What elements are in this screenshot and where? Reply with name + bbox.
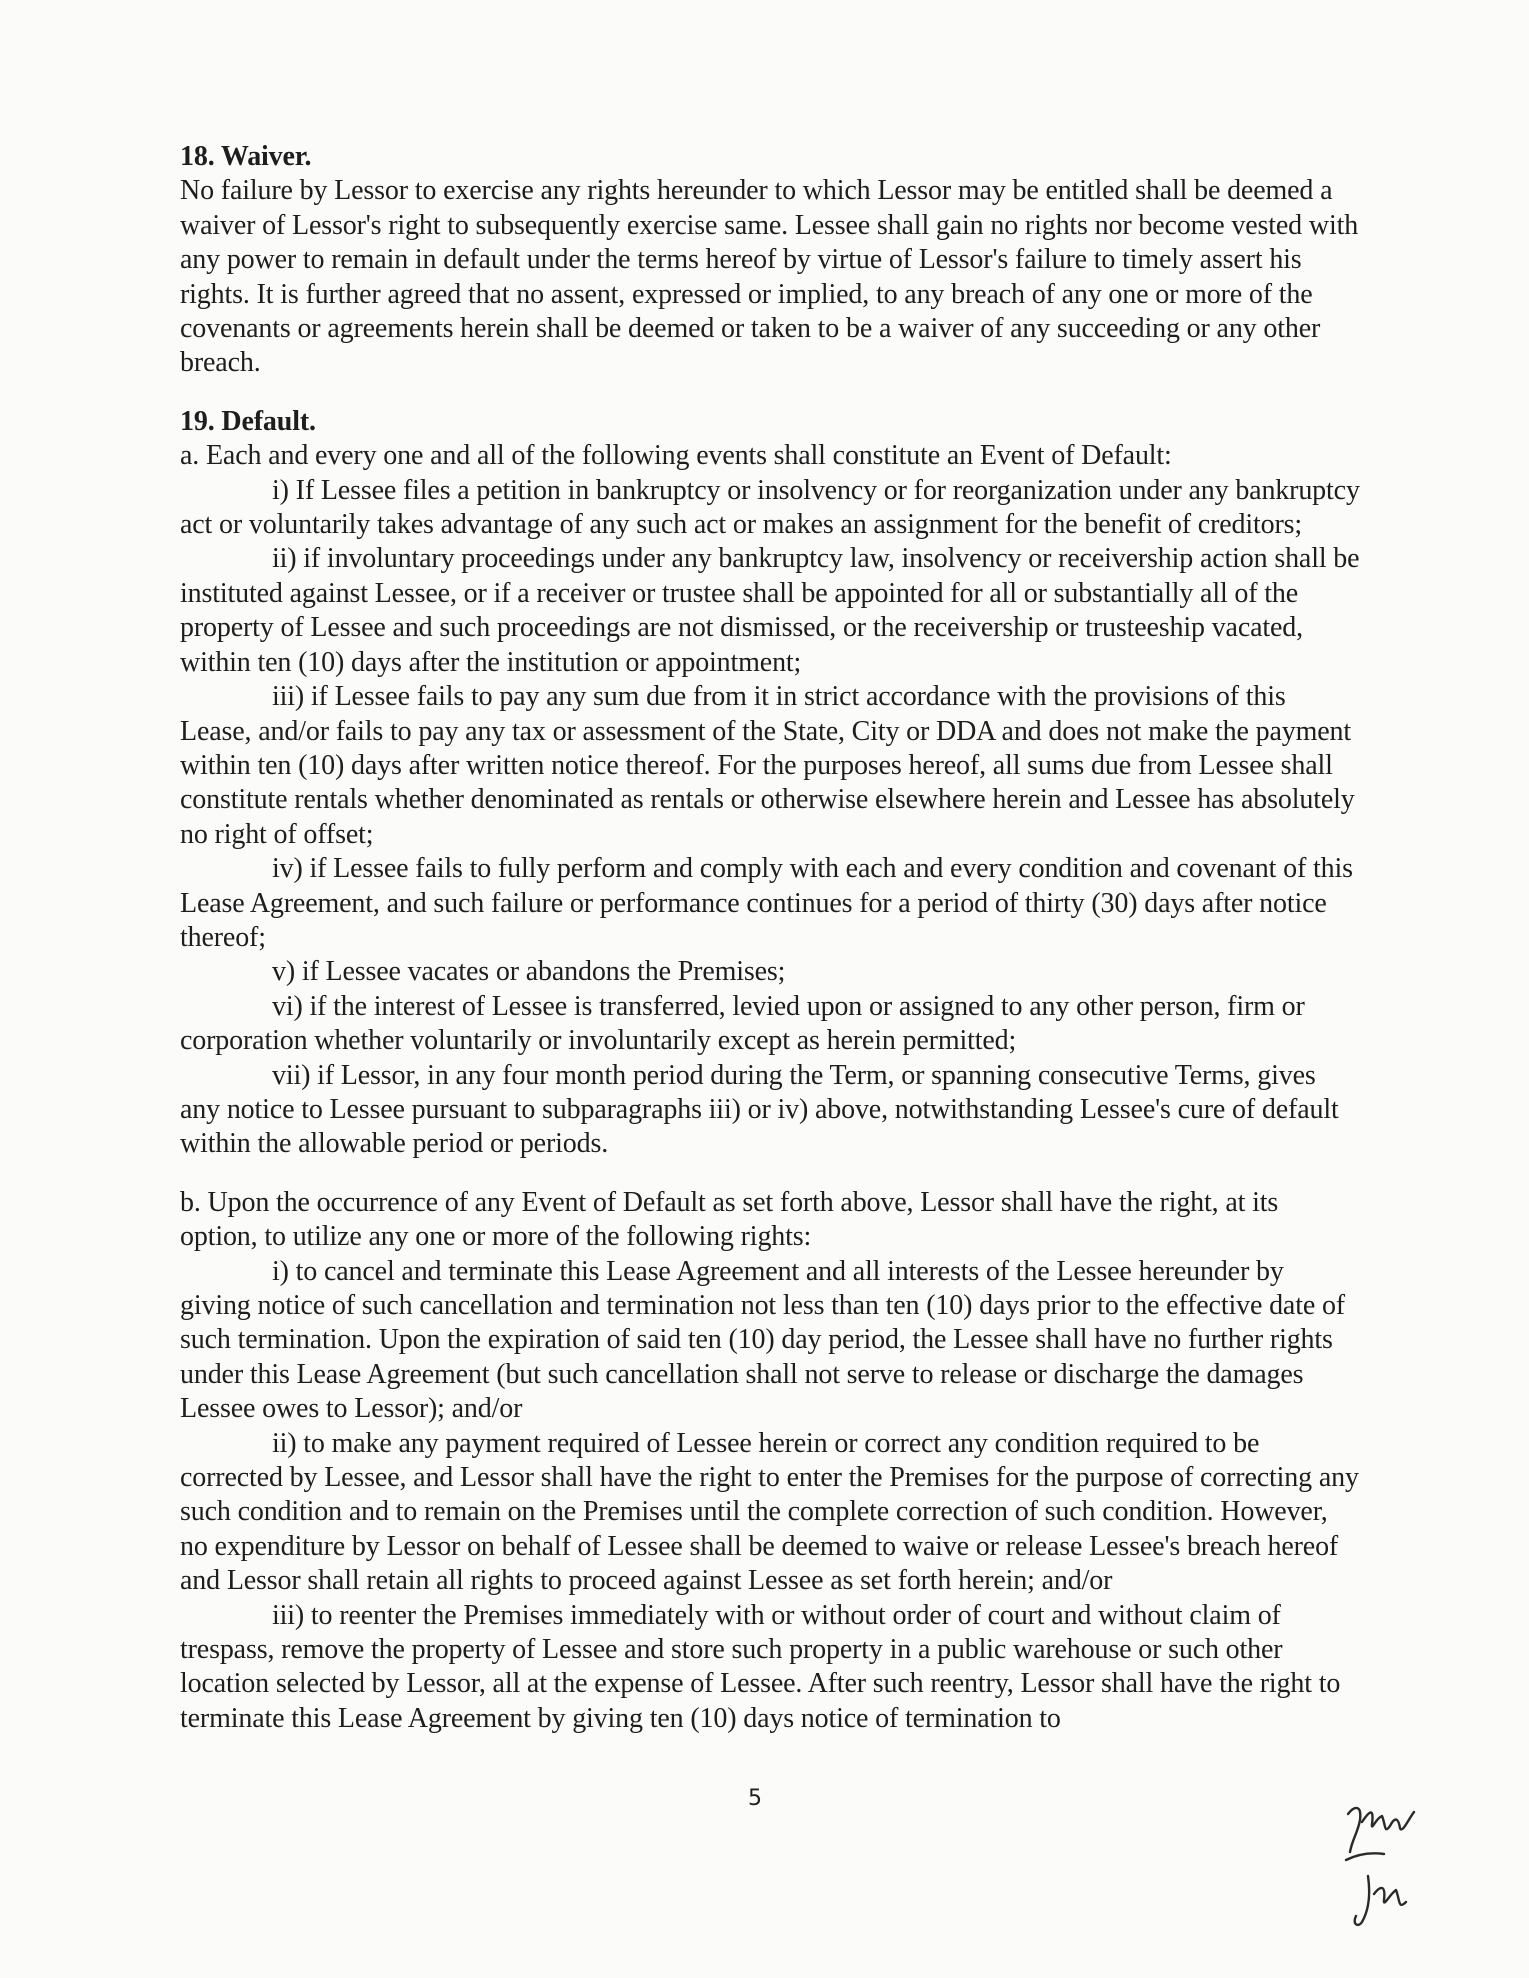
section-19b-item-iii: iii) to reenter the Premises immediately with or without order of court and without claim of trespass, remove the property of Lessee and store such property in a public warehouse or such other location selected by Lessor, all at the expense of Lessee. After such reentry, Lessor shall have the right to terminate this Lease Agreement by giving ten (10) days notice of termination to <box>180 1599 1341 1734</box>
section-18-body: No failure by Lessor to exercise any rights hereunder to which Lessor may be entitled shall be deemed a waiver of Lessor's right to subsequently exercise same. Lessee shall gain no rights nor become vested with any power to remain in default under the terms hereof by virtue of Lessor's failure to timely assert his rights. It is further agreed that no assent, expressed or implied, to any breach of any one or more of the covenants or agreements herein shall be deemed or taken to be a waiver of any succeeding or any other breach. <box>180 175 1359 379</box>
section-19b-item-ii: ii) to make any payment required of Lessee herein or correct any condition required to be corrected by Lessee, and Lessor shall have the right to enter the Premises for the purpose of correcting any such condition and to remain on the Premises until the complete correction of such condition. However, no expenditure by Lessor on behalf of Lessee shall be deemed to waive or release Lessee's breach hereof and Lessor shall retain all rights to proceed against Lessee as set forth herein; and/or <box>180 1427 1359 1597</box>
document-body <box>180 140 1360 1736</box>
section-19a-item-ii: ii) if involuntary proceedings under any bankruptcy law, insolvency or receivership action shall be instituted against Lessee, or if a receiver or trustee shall be appointed for all or substantially all of the property of Lessee and such proceedings are not dismissed, or the receivership or trusteeship vacated, within ten (10) days after the institution or appointment; <box>180 543 1360 678</box>
section-spacer <box>180 1162 1360 1186</box>
section-19a-intro: a. Each and every one and all of the following events shall constitute an Event of Default: <box>180 440 1172 472</box>
section-19a-item-iv: iv) if Lessee fails to fully perform and comply with each and every condition and covenant of this Lease Agreement, and such failure or performance continues for a period of thirty (30) days after notice thereof; <box>180 853 1353 953</box>
section-19a-item-iii: iii) if Lessee fails to pay any sum due from it in strict accordance with the provisions of this Lease, and/or fails to pay any tax or assessment of the State, City or DDA and does not make the payment within ten (10) days after written notice thereof. For the purposes hereof, all sums due from Lessee shall constitute rentals whether denominated as rentals or otherwise elsewhere herein and Lessee has absolutely no right of offset; <box>180 681 1355 850</box>
section-19a-item-v: v) if Lessee vacates or abandons the Premises; <box>272 956 786 988</box>
section-spacer <box>180 381 1360 405</box>
section-19b-item-i: i) to cancel and terminate this Lease Agreement and all interests of the Lessee hereunder by giving notice of such cancellation and termination not less than ten (10) days prior to the effective date of such termination. Upon the expiration of said ten (10) day period, the Lessee shall have no further rights under this Lease Agreement (but such cancellation shall not serve to release or discharge the damages Lessee owes to Lessor); and/or <box>180 1255 1345 1425</box>
section-19a-item-vi: vi) if the interest of Lessee is transferred, levied upon or assigned to any other person, firm or corporation whether voluntarily or involuntarily except as herein permitted; <box>180 990 1305 1057</box>
section-19b-intro: b. Upon the occurrence of any Event of Default as set forth above, Lessor shall have the right, at its option, to utilize any one or more of the following rights: <box>180 1186 1279 1253</box>
section-19a-item-vii: vii) if Lessor, in any four month period during the Term, or spanning consecutive Terms, gives any notice to Lessee pursuant to subparagraphs iii) or iv) above, notwithstanding Lessee's cure of default within the allowable period or periods. <box>180 1059 1339 1160</box>
page-number: 5 <box>748 1786 762 1811</box>
section-18-heading: 18. Waiver. <box>180 141 312 172</box>
section-19a-item-i: i) If Lessee files a petition in bankruptcy or insolvency or for reorganization under any bankruptcy act or voluntarily takes advantage of any such act or makes an assignment for the benefit of creditors; <box>180 474 1360 541</box>
section-19-heading: 19. Default. <box>180 405 316 437</box>
handwritten-initials-icon <box>1340 1790 1430 1940</box>
